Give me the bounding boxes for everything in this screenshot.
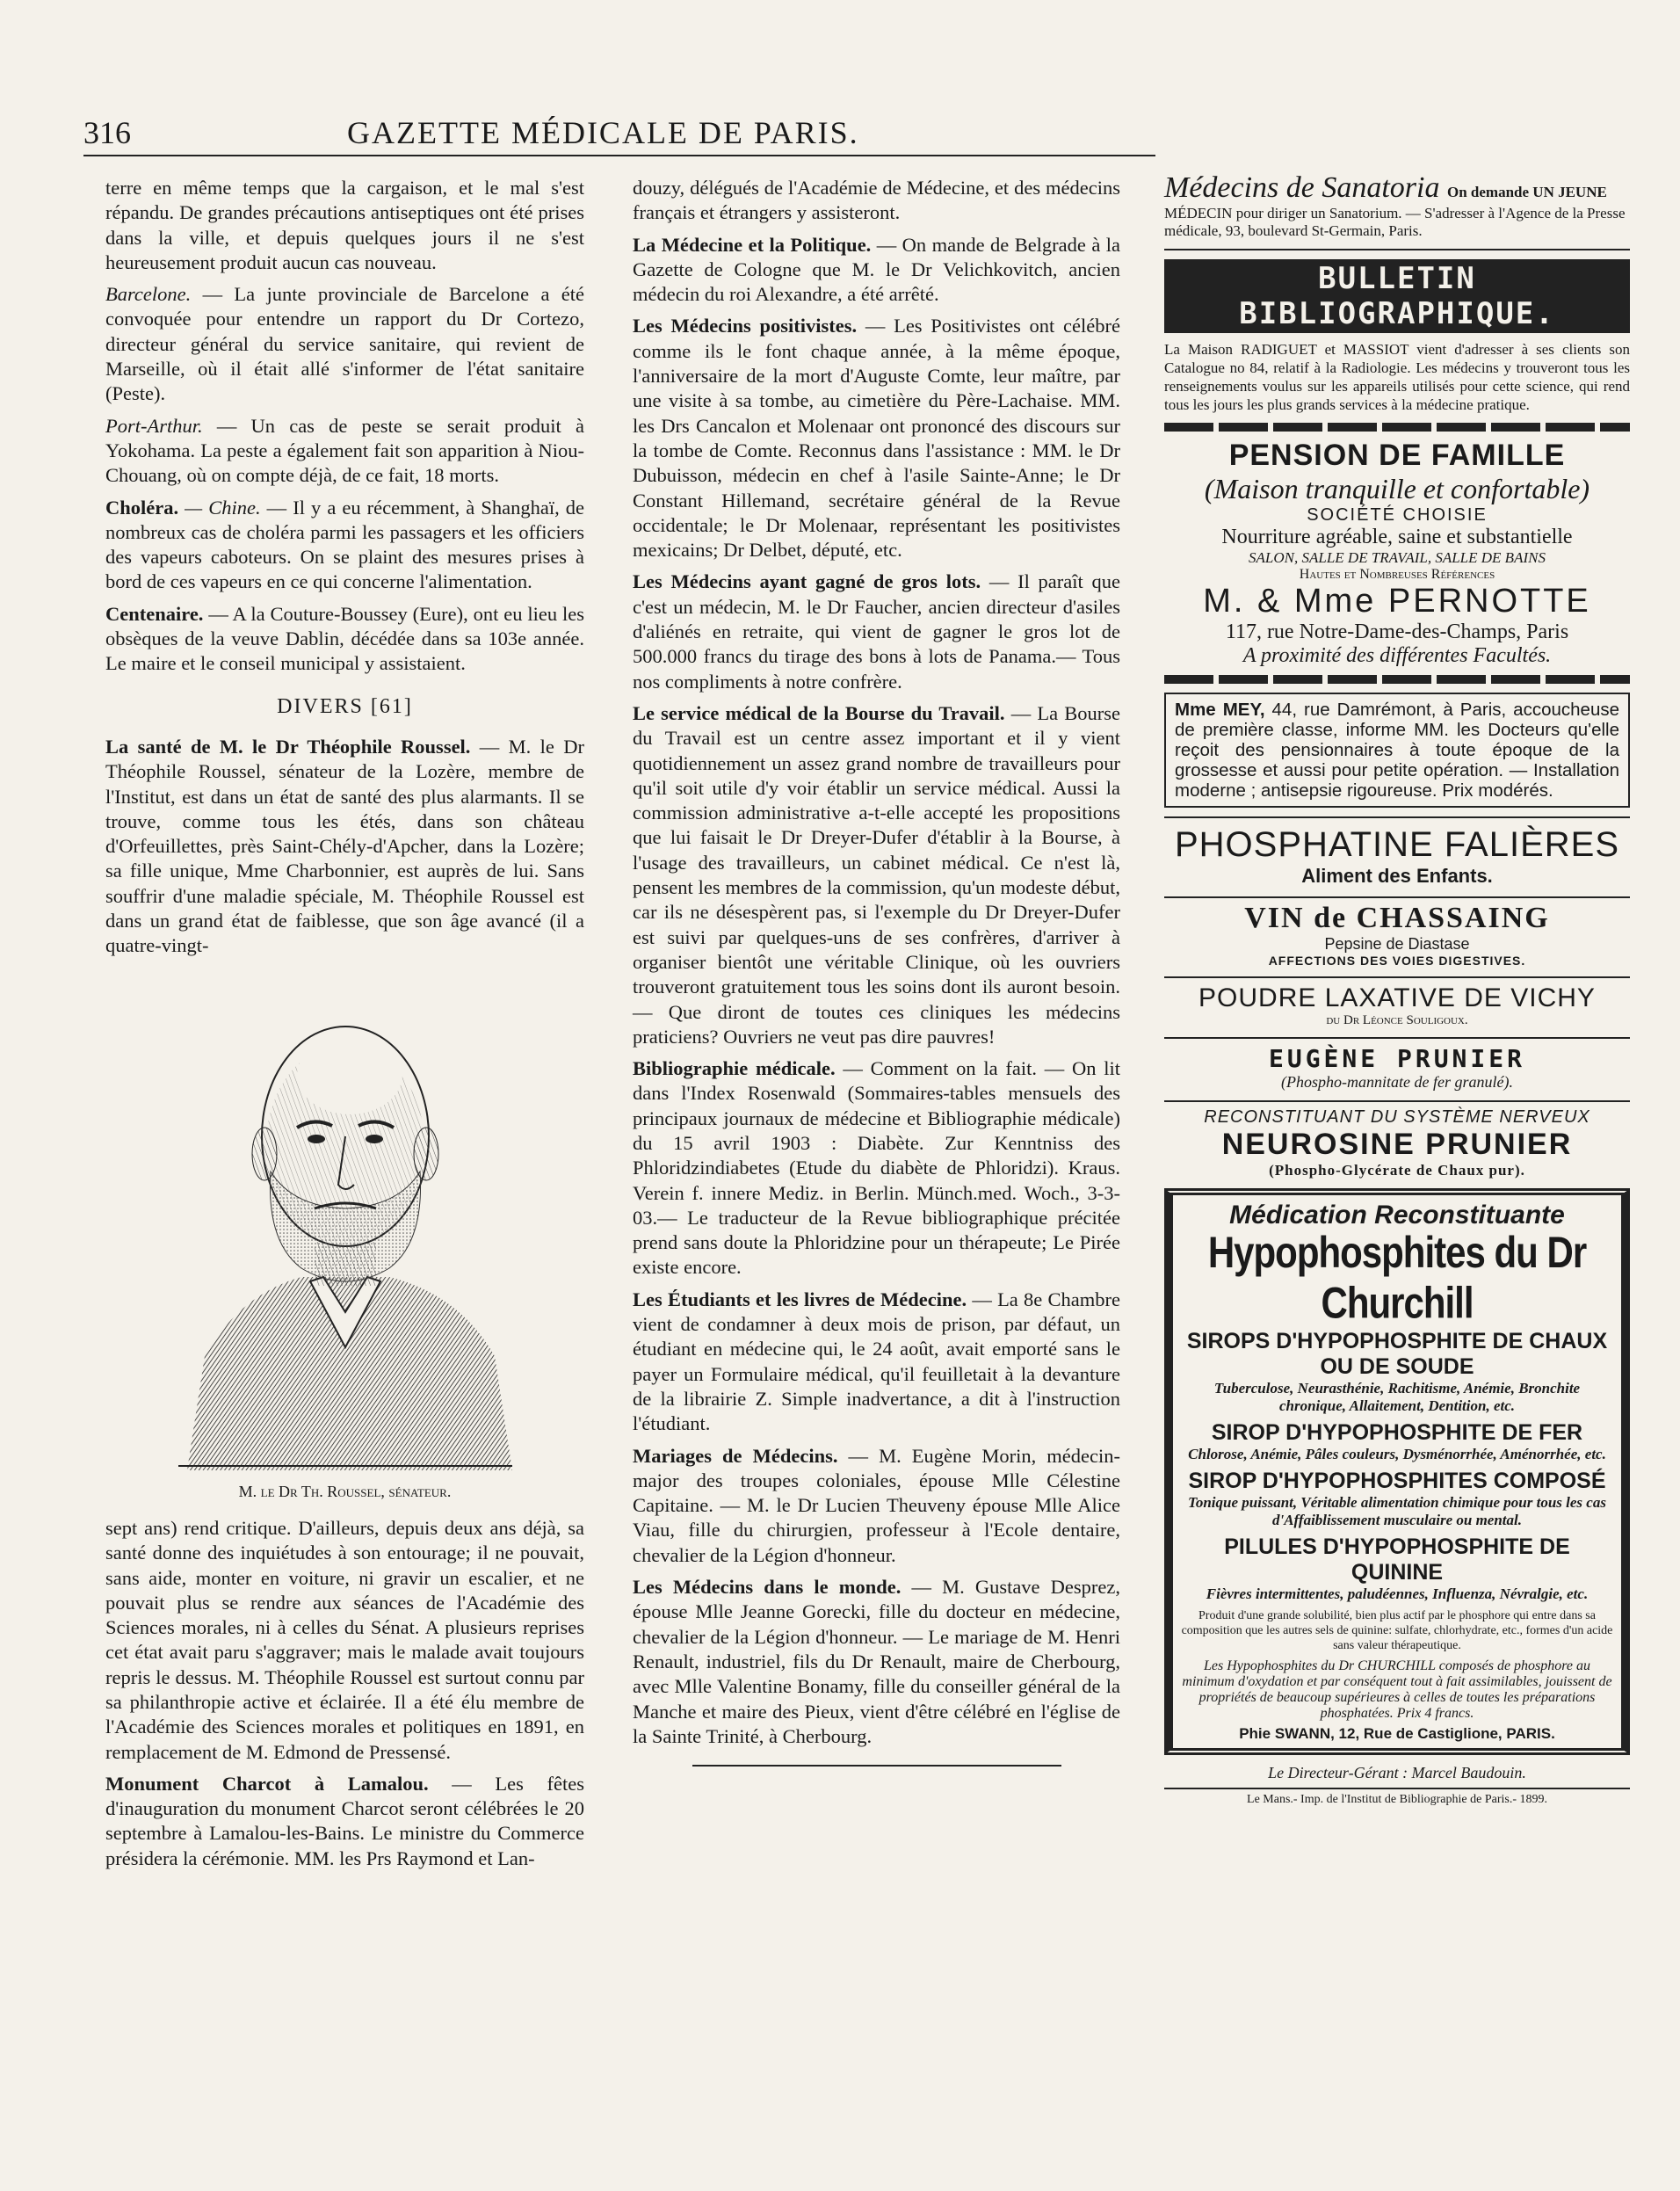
ad-sanatoria-body: MÉDECIN pour diriger un Sanatorium. — S'adresser à l'Agence de la Presse médicale, 93, boulevard St-Germain, Paris. <box>1164 205 1626 239</box>
paragraph-lead: Barcelone. <box>105 283 192 306</box>
paragraph-sublead: — Chine. <box>178 496 261 519</box>
ad-mey-body: 44, rue Damrémont, à Paris, accoucheuse de première classe, informe MM. les Docteurs qu'elle reçoit des pensionnaires à toute époque de la grossesse et aussi pour petite opération. — Installation moderne ; antisepsie rigoureuse. Prix modérés. <box>1175 700 1619 801</box>
ad-pension-line1: Nourriture agréable, saine et substantielle <box>1221 526 1573 548</box>
ad-neurosine <box>1164 1100 1630 1179</box>
paragraph <box>633 701 1120 1049</box>
ad-sanatoria-title: Médecins de Sanatoria <box>1164 171 1440 204</box>
page-header <box>83 114 1155 149</box>
paragraph-lead: Les Étudiants et les livres de Médecine. <box>633 1288 967 1310</box>
paragraph-body: — Les fêtes d'inauguration du monument Charcot seront célébrées le 20 septembre à Lamalou-les-Bains. Le ministre du Commerce présidera la cérémonie. MM. les Prs Raymond et Lan- <box>105 1772 584 1869</box>
paragraph: douzy, délégués de l'Académie de Médecine, et des médecins français et étrangers y assisteront. <box>633 177 1120 224</box>
ad-churchill-section1-text: Tuberculose, Neurasthénie, Rachitisme, Anémie, Bronchite chronique, Allaitement, Dentition, etc. <box>1213 1380 1581 1414</box>
paragraph-body: — Il y a eu récemment, à Shanghaï, de nombreux cas de choléra parmi les passagers et les officiers des vapeurs caboteurs. On se plaint des mesures prises à bord de ces vapeurs en ce qui concerne l'alimentation. <box>105 496 584 593</box>
ad-poudre-subtitle: du Dr Léonce Souligoux. <box>1326 1013 1468 1027</box>
paragraph-lead: Monument Charcot à Lamalou. <box>105 1772 429 1795</box>
paragraph <box>105 602 584 677</box>
paragraph-body: — A la Couture-Boussey (Eure), ont eu lieu les obsèques de la veuve Dablin, décédée dans sa 103e année. Le maire et le conseil municipal y assistaient. <box>105 602 584 675</box>
paragraph-lead: Le service médical de la Bourse du Travail. <box>633 701 1005 724</box>
paragraph <box>633 1444 1120 1568</box>
paragraph-lead: Choléra. <box>105 496 179 519</box>
paragraph-body: — La Bourse du Travail est un centre assez important et il y vient quotidiennement un assez grand nombre de travailleurs pour qu'il soit utile d'y voir établir un service médical. Aussi la commission administrative a-t-elle accepté les propositions que lui faisait le Dr Dreyer-Dufer d'établir à la Bourse, à l'usage des travailleurs, un cabinet médical. Ce n'est là, pensent les membres de la commission, qu'un modeste début, car ils ne désespèrent pas, si l'exemple du Dr Dreyer-Dufer est suivi par quelques-uns de ses confrères, d'arriver à organiser bientôt une véritable Clinique, où les ouvriers trouveront gratuitement tous les soins dont ils auront besoin. — Que diront de toutes ces cliniques les médecins praticiens? Ouvriers ne veut pas dire pauvres! <box>633 701 1120 1048</box>
portrait-engraving <box>170 978 521 1470</box>
ad-pension-subtitle: (Maison tranquille et confortable) <box>1204 473 1590 504</box>
paragraph-lead: La Médecine et la Politique. <box>633 233 872 256</box>
ad-churchill-section3-text: Tonique puissant, Véritable alimentation chimique pour tous les cas d'Affaiblissement musculaire ou mental. <box>1188 1494 1606 1528</box>
ad-sanatoria <box>1164 171 1630 240</box>
ad-churchill <box>1164 1188 1630 1755</box>
page-number: 316 <box>83 115 131 150</box>
ad-churchill-section2-text: Chlorose, Anémie, Pâles couleurs, Dysménorrhée, Aménorrhée, etc. <box>1188 1446 1606 1462</box>
paragraph-body: — Il paraît que c'est un médecin, M. le Dr Faucher, ancien directeur d'asiles d'aliénés en retraite, qui vient de gagner le gros lot de 500.000 francs du tirage des bons à lots de Panama.— Tous nos compliments à notre confrère. <box>633 570 1120 693</box>
ad-pension-proximity: A proximité des différentes Facultés. <box>1242 644 1552 667</box>
paragraph <box>633 570 1120 693</box>
paragraph <box>633 233 1120 308</box>
director-line: Le Directeur-Gérant : Marcel Baudouin. <box>1268 1764 1526 1781</box>
ad-churchill-title1: Médication Reconstituante <box>1229 1201 1565 1230</box>
decorative-stripe <box>1164 423 1630 432</box>
paragraph-body: — On mande de Belgrade à la Gazette de Cologne que M. le Dr Velichkovitch, ancien médecin du roi Alexandre, a été arrêté. <box>633 233 1120 306</box>
ad-bulletin <box>1164 249 1630 414</box>
ad-pension-address: 117, rue Notre-Dame-des-Champs, Paris <box>1225 620 1569 643</box>
ad-churchill-title2: Hypophosphites du Dr Churchill <box>1207 1227 1587 1328</box>
ad-phosphatine-title: PHOSPHATINE FALIÈRES <box>1164 816 1630 865</box>
ad-bulletin-body: La Maison RADIGUET et MASSIOT vient d'adresser à ses clients son Catalogue no 84, relatif à la Radiologie. Les médecins y trouveront tous les renseignements voulus sur les appareils utilisés pour cette science, qui rend tous les jours les plus grands services à la médecine pratique. <box>1164 341 1630 413</box>
ad-neurosine-title: NEUROSINE PRUNIER <box>1221 1128 1573 1161</box>
ad-vin-subtitle2: AFFECTIONS DES VOIES DIGESTIVES. <box>1268 954 1526 968</box>
paragraph-lead: Port-Arthur. <box>105 414 203 437</box>
ad-eugene-title: EUGÈNE PRUNIER <box>1164 1037 1630 1073</box>
paragraph-body: — M. le Dr Théophile Roussel, sénateur de la Lozère, membre de l'Institut, est dans un état de santé des plus alarmants. Il se trouve, comme tous les étés, dans son château d'Orfeuillettes, près Saint-Chély-d'Apcher, dans la Lozère; sa fille unique, Mme Charbonnier, est auprès de lui. Sans souffrir d'une maladie spéciale, M. Théophile Roussel est dans un grand état de faiblesse, que son âge avancé (il a quatre-vingt- <box>105 735 584 957</box>
ad-pension-title: PENSION DE FAMILLE <box>1228 439 1566 472</box>
ad-churchill-section4-text: Fièvres intermittentes, paludéennes, Influenza, Névralgie, etc. <box>1206 1585 1589 1602</box>
ad-pension-line2: SALON, SALLE DE TRAVAIL, SALLE DE BAINS <box>1249 549 1546 566</box>
ad-phosphatine-subtitle: Aliment des Enfants. <box>1301 865 1493 887</box>
ad-churchill-section3: SIROP D'HYPOPHOSPHITES COMPOSÉ <box>1188 1469 1606 1493</box>
section-heading-divers: DIVERS [61] <box>277 694 413 718</box>
column-left <box>105 176 584 1878</box>
ad-churchill-section1: SIROPS D'HYPOPHOSPHITE DE CHAUX OU DE SOUDE <box>1186 1329 1608 1379</box>
portrait-caption: M. le Dr Th. Roussel, sénateur. <box>238 1482 452 1500</box>
paragraph <box>105 282 584 406</box>
ad-pension <box>1164 423 1630 684</box>
ad-vin-subtitle: Pepsine de Diastase <box>1324 935 1470 953</box>
ad-pension-line3: Hautes et Nombreuses Références <box>1299 567 1495 582</box>
ad-vin-title: VIN de CHASSAING <box>1164 896 1630 935</box>
paragraph: sept ans) rend critique. D'ailleurs, depuis deux ans déjà, sa santé donne des inquiétudes à son entourage; il ne pouvait, sans aide, monter en voiture, ni gravir un escalier, et ne pouvait plus se rendre aux séances de l'Académie des Sciences morales, ni à celles du Sénat. A plusieurs reprises cet état avait paru s'aggraver; mais le malade avait toujours repris le dessus. M. Théophile Roussel est surtout connu par sa philanthropie active et éclairée. Il a été élu membre de l'Académie des Sciences morales et politiques en 1891, en remplacement de M. Edmond de Pressensé. <box>105 1516 584 1763</box>
paragraph-lead: Centenaire. <box>105 602 204 625</box>
paragraph-body: — Les Positivistes ont célébré comme ils le font chaque année, à la même époque, l'anniversaire de la mort d'Auguste Comte, leur maître, par une visite à sa tombe, au cimetière du Père-Lachaise. MM. les Drs Cancalon et Molenaar ont prononcé des discours sur la tombe de Comte. Reconnus dans l'assistance : MM. le Dr Dubuisson, médecin en chef à l'asile Sainte-Anne; le Dr Constant Hillemand, secrétaire général de la Revue occidentale; le Dr Molenaar, représentant les positivistes mexicains; Dr Delbet, député, etc. <box>633 315 1120 562</box>
paragraph <box>105 735 584 959</box>
ad-phosphatine <box>1164 816 1630 888</box>
ad-neurosine-top: RECONSTITUANT DU SYSTÈME NERVEUX <box>1164 1100 1630 1128</box>
paragraph-body: — M. Gustave Desprez, épouse Mlle Jeanne Gorecki, fille du docteur en médecine, chevalier de la Légion d'honneur. — Le mariage de M. Henri Renault, industriel, fils du Dr Renault, maire de Cherbourg, avec Mlle Valentine Bonamy, fille du conseiller général de la Manche et maire des Pieux, vient d'être célébré en l'église de la Sainte Trinité, à Cherbourg. <box>633 1576 1120 1747</box>
paragraph-body: — La 8e Chambre vient de condamner à deux mois de prison, par défaut, un étudiant en médecine qui, le 24 août, avait emporté sans le payer un Formulaire médical, qu'il feuilletait à la devanture de la librairie Z. Simple inadvertance, a dit à l'instruction l'étudiant. <box>633 1288 1120 1435</box>
ad-sanatoria-right: On demande UN JEUNE <box>1447 184 1607 200</box>
paragraph-body: — Comment on la fait. — On lit dans l'Index Rosenwald (Sommaires-tables mensuels des principaux journaux de médecine et Bibliographie médicale) du 15 avril 1903 : Diabète. Zur Kenntniss des Phloridzindiabetes (Etude du diabète de Phloridzi). Kraus. Verein f. innere Mediz. in Berlin. Münch.med. Woch., 3-3-03.— Le traducteur de la Revue bibliographique précitée prend sans doute la Phloridzine pour un thérapeute; Le Pirée existe encore. <box>633 1057 1120 1279</box>
column-end-rule <box>692 1765 1061 1767</box>
paragraph-lead: Les Médecins positivistes. <box>633 315 858 337</box>
ad-churchill-note2: Les Hypophosphites du Dr CHURCHILL composés de phosphore au minimum d'oxydation et par conséquent tout à fait assimilables, jouissent de propriétés de beaucoup supérieures à celles de toutes les préparations phosphatées. Prix 4 francs. <box>1182 1658 1612 1721</box>
ad-churchill-address: Phie SWANN, 12, Rue de Castiglione, PARIS. <box>1239 1725 1555 1742</box>
paragraph <box>105 496 584 595</box>
ad-churchill-section2: SIROP D'HYPOPHOSPHITE DE FER <box>1211 1420 1583 1445</box>
paragraph <box>633 1575 1120 1749</box>
ad-vin-chassaing <box>1164 896 1630 968</box>
ad-churchill-note1: Produit d'une grande solubilité, bien plus actif par le phosphore qui entre dans sa composition que les autres sels de quinine: sulfate, chlorhydrate, etc., formes d'un acide sans valeur thérapeutique. <box>1181 1609 1613 1652</box>
paragraph <box>633 1288 1120 1437</box>
paragraph-lead: Les Médecins dans le monde. <box>633 1576 902 1599</box>
ad-pension-society: SOCIÉTÉ CHOISIE <box>1307 505 1488 525</box>
decorative-stripe <box>1164 675 1630 684</box>
paragraph <box>633 314 1120 562</box>
ad-neurosine-subtitle: (Phospho-Glycérate de Chaux pur). <box>1269 1162 1525 1179</box>
ad-mey-name: Mme MEY, <box>1175 700 1265 720</box>
paragraph: terre en même temps que la cargaison, et le mal s'est répandu. De grandes précautions antiseptiques ont été prises dans la ville, et depuis quelques jours il ne s'est heureusement produit aucun cas nouveau. <box>105 177 584 273</box>
ad-poudre-title: POUDRE LAXATIVE DE VICHY <box>1164 976 1630 1013</box>
column-advertisements <box>1164 171 1630 1807</box>
ad-eugene-prunier <box>1164 1037 1630 1092</box>
header-rule <box>83 155 1155 156</box>
paragraph-body: — La junte provinciale de Barcelone a été convoquée pour entendre un rapport du Dr Cortezo, directeur général du service sanitaire, qui revient de Marseille, où il était allé s'informer de l'état sanitaire (Peste). <box>105 283 584 405</box>
ad-poudre-vichy <box>1164 976 1630 1028</box>
paragraph-lead: Bibliographie médicale. <box>633 1057 836 1080</box>
paragraph <box>105 414 584 489</box>
column-middle <box>633 176 1120 1767</box>
printer-line: Le Mans.- Imp. de l'Institut de Bibliographie de Paris.- 1899. <box>1164 1788 1630 1807</box>
paragraph-lead: La santé de M. le Dr Théophile Roussel. <box>105 735 471 758</box>
paragraph <box>633 1056 1120 1281</box>
ad-churchill-section4: PILULES D'HYPOPHOSPHITE DE QUININE <box>1224 1534 1570 1585</box>
ad-eugene-subtitle: (Phospho-mannitate de fer granulé). <box>1281 1073 1513 1091</box>
paragraph-body: — Un cas de peste se serait produit à Yokohama. La peste a également fait son apparition à Niou-Chouang, où on compte déjà, de ce fait, 18 morts. <box>105 414 584 487</box>
paragraph-lead: Mariages de Médecins. <box>633 1444 838 1467</box>
journal-title: GAZETTE MÉDICALE DE PARIS. <box>347 115 859 150</box>
ad-bulletin-title: BULLETIN BIBLIOGRAPHIQUE. <box>1164 259 1630 333</box>
paragraph-body: — M. Eugène Morin, médecin-major des troupes coloniales, épouse Mlle Célestine Capitaine. — M. le Dr Lucien Theuveny épouse Mlle Alice Viau, fille du chirurgien, professeur à l'Ecole dentaire, chevalier de la Légion d'honneur. <box>633 1444 1120 1566</box>
ad-pension-name: M. & Mme PERNOTTE <box>1203 583 1591 620</box>
ad-mey <box>1164 693 1630 808</box>
paragraph-lead: Les Médecins ayant gagné de gros lots. <box>633 570 981 593</box>
paragraph <box>105 1772 584 1871</box>
